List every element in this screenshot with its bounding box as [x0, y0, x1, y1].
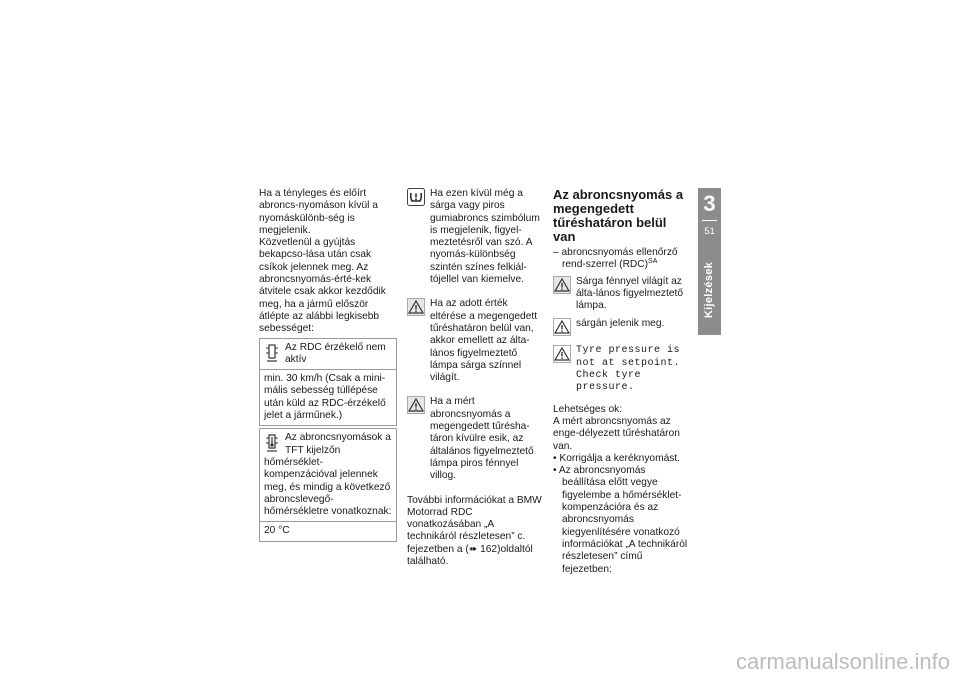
option-marker: SA: [648, 258, 658, 266]
rdc-inactive-label: Az RDC érzékelő nem aktív: [285, 341, 386, 365]
section-heading: Az abroncsnyomás a megengedett tűréshatáron belül van: [553, 187, 684, 244]
warning-triangle-icon: [553, 318, 571, 336]
startup-paragraph: Közvetlenül a gyújtás bekapcso-lása után csak csíkok jelennek meg. Az abroncsnyomás-érté-kek átvitele csak akkor kezdődik meg, ha a jármű először átlépte az alábbi legkisebb sebességet:: [259, 237, 386, 335]
page-number: 51: [704, 226, 715, 237]
tire-sensor-icon: [264, 342, 280, 367]
watermark: carmanualsonline.info: [735, 649, 950, 674]
more-info-paragraph: További információkat a BMW Motorrad RDC vonatkozásában „A technikáról részletesen” c. fejezetben a (➠ 162)oldaltól található.: [407, 494, 542, 568]
middle-column: [407, 188, 545, 568]
left-column: [259, 188, 397, 542]
min-speed-text: min. 30 km/h (Csak a mini-mális sebesség túllépése után küld az RDC-érzékelő jelet a járműnek.): [264, 373, 386, 422]
intro-paragraph: Ha a tényleges és előírt abroncs-nyomáson kívül a nyomáskülönb-ség is megjelenik.: [259, 188, 378, 236]
red-lamp-text: Ha a mért abroncsnyomás a megengedett tűrésha-táron kívülre esik, az általános figyelmeztető lámpa piros fénnyel villog.: [430, 396, 534, 482]
display-message-note: [553, 345, 691, 394]
tire-warning-text: Ha ezen kívül még a sárga vagy piros gumiabroncs szimbólum is megjelenik, figyel-meztetésről van szó. A nyomás-különbség szintén színes felkiál-tójellel van kiemelve.: [430, 188, 540, 286]
action-list: [553, 453, 691, 576]
yellow-symbol-note: [553, 318, 691, 336]
right-column: [553, 188, 691, 576]
yellow-lamp-note: [407, 298, 545, 384]
possible-cause-label: Lehetséges ok:: [553, 403, 623, 415]
warning-triangle-icon: [553, 345, 571, 394]
warning-triangle-icon: [407, 396, 425, 482]
warning-triangle-icon: [553, 276, 571, 313]
tft-pressures-label: Az abroncsnyomások a TFT kijelzőn: [285, 432, 391, 456]
reference-temperature: 20 °C: [264, 525, 290, 537]
tire-warning-note: [407, 188, 545, 286]
tire-sensor-temperature-icon: [264, 432, 280, 457]
compensation-text: hőmérséklet-kompenzációval jelennek meg, és mindig a következő abroncslevegő-hőmérsékletre vonatkoznak:: [264, 456, 392, 518]
rdc-inactive-box: [259, 338, 397, 427]
temperature-compensation-box: [259, 428, 397, 541]
possible-cause-text: A mért abroncsnyomás az enge-délyezett tűréshatáron van.: [553, 415, 680, 452]
red-lamp-note: [407, 396, 545, 482]
display-message-text: Tyre pressure is not at setpoint. Check tyre pressure.: [576, 345, 681, 394]
list-item: • Korrigálja a keréknyomást.: [553, 452, 681, 464]
yellow-general-lamp-text: Sárga fénnyel világít az álta-lános figyelmeztető lámpa.: [576, 275, 684, 312]
yellow-general-lamp-note: [553, 276, 691, 313]
chapter-number: 3: [703, 191, 716, 216]
tire-pressure-warning-icon: [407, 188, 425, 286]
rdc-equipment-item: – abroncsnyomás ellenőrző rend-szerrel (RDC)$^{SA}$: [553, 247, 678, 271]
warning-triangle-icon: [407, 298, 425, 384]
tab-divider: [702, 220, 717, 221]
list-item: • Az abroncsnyomás beállítása előtt vegye figyelembe a hőmérséklet-kompenzációra és az abroncsnyomás kiegyenlítésére vonatkozó információkat „A technikáról részletesen” című fejezetben:: [553, 465, 688, 575]
yellow-symbol-text: sárgán jelenik meg.: [576, 318, 665, 330]
yellow-lamp-text: Ha az adott érték eltérése a megengedett tűréshatáron belül van, akkor emellett az álta-lános figyelmeztető lámpa sárga színnel világít.: [430, 298, 538, 384]
chapter-label: Kijelzések: [703, 261, 715, 319]
